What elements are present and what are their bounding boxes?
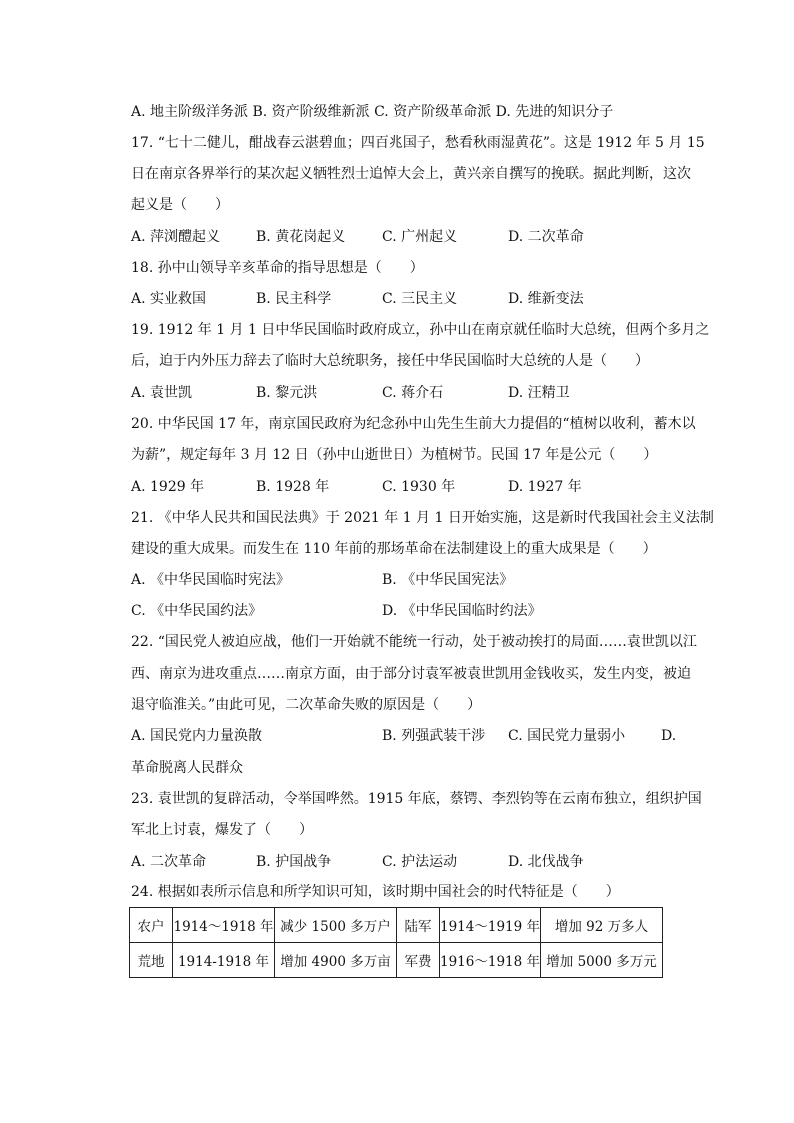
q23-option-d: D. 北伐战争 (508, 854, 584, 870)
table-row (130, 943, 663, 978)
q17-option-b: B. 黄花岗起义 (256, 229, 346, 245)
q18-option-a: A. 实业救国 (131, 291, 207, 307)
q17-option-d: D. 二次革命 (508, 229, 584, 245)
table-cell: 1914～1918 年 (173, 908, 275, 943)
q23-stem-line-1: 23. 袁世凯的复辟活动，令举国哗然。1915 年底，蔡锷、李烈钧等在云南布独立，组织护国 (131, 791, 702, 807)
q19-stem-line-1: 19. 1912 年 1 月 1 日中华民国临时政府成立，孙中山在南京就任临时大总统，但两个多月之 (131, 322, 710, 338)
q20-option-a: A. 1929 年 (131, 479, 205, 495)
table-cell: 1914～1919 年 (440, 908, 541, 943)
table-cell: 农户 (130, 908, 173, 943)
q19-option-b: B. 黎元洪 (256, 385, 318, 401)
table-cell: 军费 (397, 943, 440, 978)
q23-stem-line-2: 军北上讨袁，爆发了（ ） (131, 822, 313, 838)
q23-option-b: B. 护国战争 (256, 854, 332, 870)
q18-option-d: D. 维新变法 (508, 291, 584, 307)
q20-option-d: D. 1927 年 (508, 479, 582, 495)
q21-option-b: B. 《中华民国宪法》 (382, 572, 514, 588)
q18-option-c: C. 三民主义 (382, 291, 458, 307)
table-cell: 荒地 (130, 943, 173, 978)
table-cell: 增加 92 万多人 (541, 908, 663, 943)
q20-option-b: B. 1928 年 (256, 479, 330, 495)
table-row (130, 908, 663, 943)
table-cell: 陆军 (397, 908, 440, 943)
q16-options: A. 地主阶级洋务派 B. 资产阶级维新派 C. 资产阶级革命派 D. 先进的知识分子 (131, 104, 614, 120)
q21-stem-line-1: 21. 《中华人民共和国民法典》于 2021 年 1 月 1 日开始实施，这是新时代我国社会主义法制 (131, 510, 714, 526)
q24-stem: 24. 根据如表所示信息和所学知识可知，该时期中国社会的时代特征是（ ） (131, 884, 620, 900)
table-cell: 1916～1918 年 (440, 943, 541, 978)
q21-option-d: D. 《中华民国临时约法》 (382, 603, 542, 619)
q17-stem-line-3: 起义是（ ） (131, 197, 229, 213)
table-cell: 减少 1500 多万户 (275, 908, 397, 943)
q18-option-b: B. 民主科学 (256, 291, 332, 307)
q17-stem-line-2: 日在南京各界举行的某次起义牺牲烈士追悼大会上，黄兴亲自撰写的挽联。据此判断，这次 (131, 166, 691, 182)
q20-stem-line-2: 为薪”，规定每年 3 月 12 日（孙中山逝世日）为植树节。民国 17 年是公元（ ） (131, 447, 658, 463)
q22-option-b: B. 列强武装干涉 (382, 728, 486, 744)
table-cell: 增加 4900 多万亩 (275, 943, 397, 978)
q21-stem-line-2: 建设的重大成果。而发生在 110 年前的那场革命在法制建设上的重大成果是（ ） (131, 541, 657, 557)
q20-stem-line-1: 20. 中华民国 17 年，南京国民政府为纪念孙中山先生生前大力提倡的“植树以收利，蓄木以 (131, 416, 696, 432)
q17-option-c: C. 广州起义 (382, 229, 458, 245)
q19-stem-line-2: 后，迫于内外压力辞去了临时大总统职务，接任中华民国临时大总统的人是（ ） (131, 353, 649, 369)
q21-option-c: C. 《中华民国约法》 (131, 603, 263, 619)
table-cell: 1914-1918 年 (173, 943, 275, 978)
table-cell: 增加 5000 多万元 (541, 943, 663, 978)
q22-stem-line-1: 22. “国民党人被迫应战，他们一开始就不能统一行动，处于被动挨打的局面……袁世凯以江 (131, 634, 697, 650)
q22-option-c: C. 国民党力量弱小 (508, 728, 626, 744)
q23-option-a: A. 二次革命 (131, 854, 207, 870)
q19-option-c: C. 蒋介石 (382, 385, 444, 401)
q24-data-table (129, 907, 663, 978)
q17-stem-line-1: 17. “七十二健儿，酣战春云湛碧血；四百兆国子，愁看秋雨湿黄花”。这是 1912 年 5 月 15 (131, 135, 705, 151)
q18-stem: 18. 孙中山领导辛亥革命的指导思想是（ ） (131, 260, 424, 276)
q22-stem-line-3: 退守临淮关。”由此可见，二次革命失败的原因是（ ） (131, 697, 482, 713)
q21-option-a: A. 《中华民国临时宪法》 (131, 572, 291, 588)
q22-option-d: D. (661, 728, 677, 744)
q19-option-d: D. 汪精卫 (508, 385, 570, 401)
q22-stem-line-2: 西、南京为进攻重点……南京方面，由于部分讨袁军被袁世凯用金钱收买，发生内变，被迫 (131, 666, 691, 682)
q23-option-c: C. 护法运动 (382, 854, 458, 870)
q22-option-a: A. 国民党内力量涣散 (131, 728, 263, 744)
q22-option-d-text: 革命脱离人民群众 (131, 760, 243, 776)
q19-option-a: A. 袁世凯 (131, 385, 193, 401)
q20-option-c: C. 1930 年 (382, 479, 456, 495)
q17-option-a: A. 萍浏醴起义 (131, 229, 221, 245)
